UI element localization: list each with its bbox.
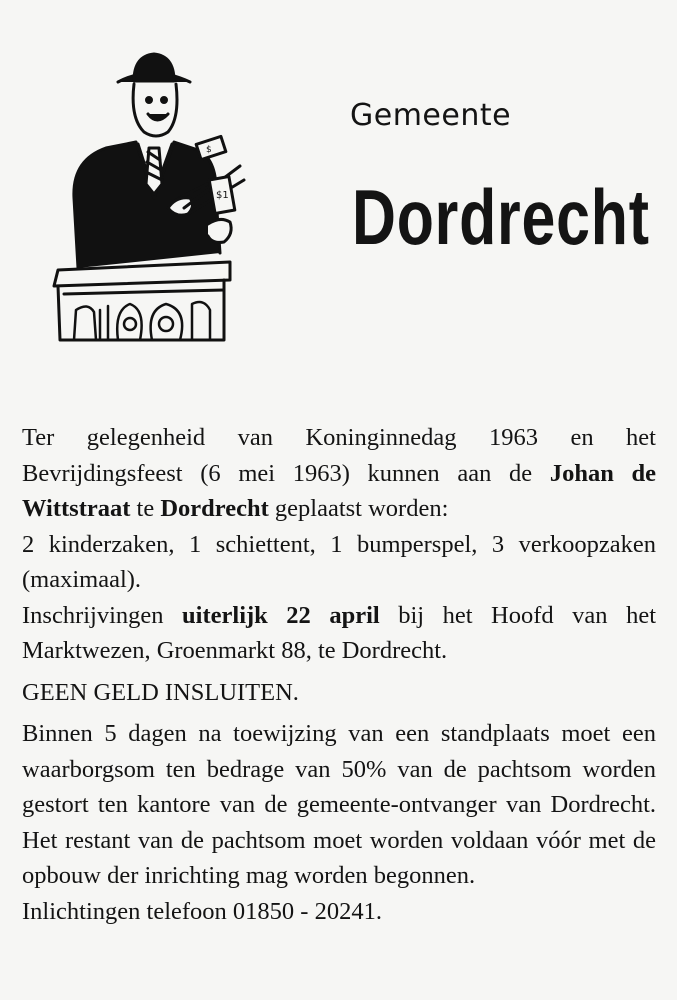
paragraph-deposit: Binnen 5 dagen na toewijzing van een standplaats moet een waarborgsom ten bedrage van 50% van de pachtsom worden gestort ten kantore van de gemeente-ontvanger van Dordrecht. Het restant van de pachtsom moet worden voldaan vóór met de opbouw der inrichting mag worden begonnen. — [22, 720, 656, 889]
municipality-label: Gemeente — [350, 98, 512, 133]
paragraph-registration — [22, 598, 656, 669]
announcement-body — [22, 420, 656, 929]
text-run: te — [130, 495, 161, 522]
text-run: Ter gelegenheid van Koninginnedag 1963 en het Bevrijdingsfeest (6 mei 1963) kunnen aan de — [22, 424, 656, 487]
city-title: Dordrecht — [352, 173, 650, 261]
paragraph-stalls: 2 kinderzaken, 1 schiettent, 1 bumperspel, 3 verkoopzaken (maximaal). — [22, 530, 656, 593]
svg-text:$1: $1 — [216, 190, 229, 201]
city-name: Dordrecht — [160, 495, 269, 522]
svg-text:$: $ — [206, 145, 212, 155]
text-run: geplaatst worden: — [268, 495, 449, 522]
deadline: uiterlijk 22 april — [182, 601, 380, 629]
auctioneer-illustration-icon — [48, 48, 258, 348]
paragraph-phone: Inlichtingen telefoon 01850 - 20241. — [22, 897, 382, 925]
text-run: Inschrijvingen — [22, 601, 183, 629]
paragraph-occasion — [22, 420, 656, 527]
street-name: Johan de Wittstraat — [22, 459, 656, 522]
paragraph-no-money: GEEN GELD INSLUITEN. — [22, 678, 299, 706]
text-run: bij het Hoofd van het Marktwezen, Groenmarkt 88, te Dordrecht. — [22, 601, 657, 664]
